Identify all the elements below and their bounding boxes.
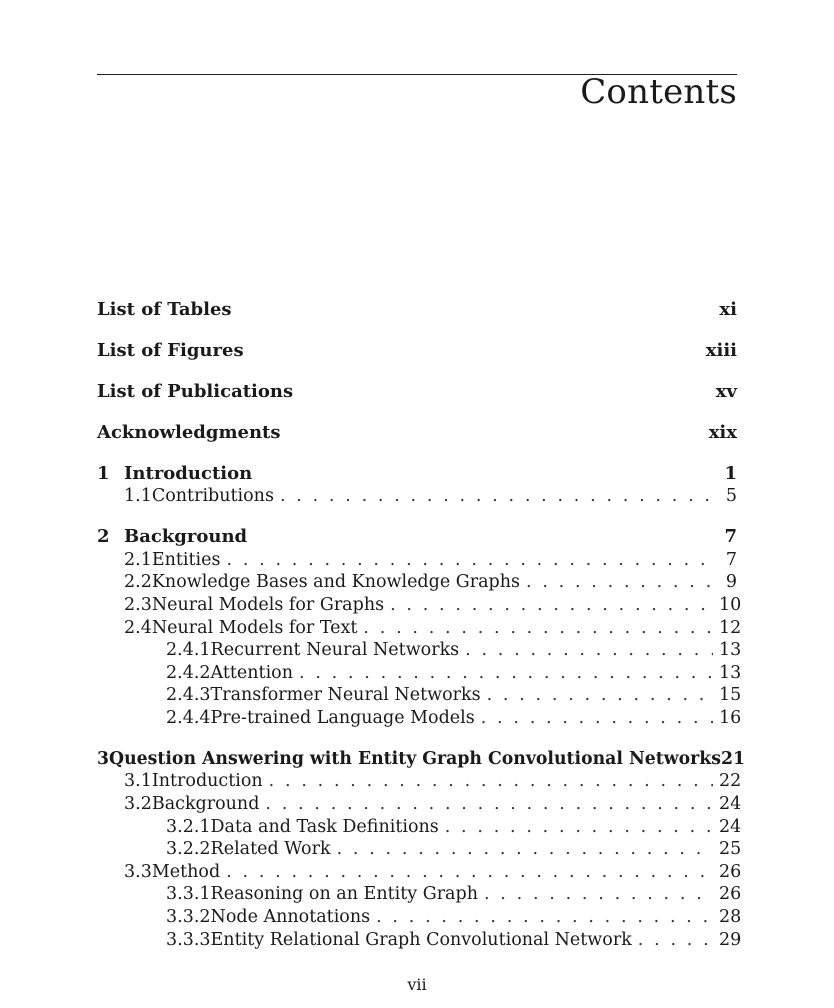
toc-entry-page: xiii — [705, 340, 737, 361]
subsection-page: 26 — [719, 884, 742, 904]
dot-leader — [226, 861, 713, 883]
chapter-number: 3 — [97, 749, 110, 769]
dot-leader — [280, 485, 713, 507]
subsection-title: Data and Task Definitions — [210, 817, 439, 837]
toc-subsection-3-3-3[interactable] — [166, 929, 742, 951]
subsection-page: 15 — [719, 685, 742, 705]
toc-subsection-2-4-3[interactable] — [166, 684, 742, 706]
subsection-number: 3.3.3 — [166, 930, 211, 950]
toc-entry-page: xv — [715, 381, 737, 402]
section-page: 26 — [719, 862, 742, 882]
dot-leader — [481, 707, 713, 729]
dot-leader — [465, 639, 713, 661]
toc-entry-list-of-publications[interactable] — [97, 381, 737, 403]
footer-page-number: vii — [407, 975, 427, 994]
section-page: 12 — [719, 618, 742, 638]
toc-entry-label: Acknowledgments — [97, 422, 281, 443]
dot-leader — [227, 549, 714, 571]
dot-leader — [299, 662, 713, 684]
toc-section-3-1[interactable] — [124, 770, 742, 792]
chapter-number: 1 — [97, 463, 110, 484]
section-page: 24 — [719, 794, 742, 814]
subsection-page: 16 — [719, 708, 742, 728]
toc-subsection-3-2-2[interactable] — [166, 838, 742, 860]
subsection-page: 13 — [719, 640, 742, 660]
toc-section-2-2[interactable] — [124, 571, 737, 593]
subsection-title: Recurrent Neural Networks — [210, 640, 460, 660]
subsection-page: 24 — [719, 817, 742, 837]
dot-leader — [638, 929, 713, 951]
toc-entry-label: List of Tables — [97, 299, 232, 320]
section-number: 3.3 — [124, 862, 152, 882]
subsection-title: Transformer Neural Networks — [210, 685, 481, 705]
chapter-page: 1 — [724, 463, 737, 484]
section-title: Background — [151, 794, 260, 814]
page-title: Contents — [580, 72, 737, 112]
subsection-page: 13 — [719, 663, 742, 683]
toc-section-1-1[interactable] — [124, 485, 737, 507]
chapter-number: 2 — [97, 526, 110, 547]
toc-section-2-3[interactable] — [124, 594, 742, 616]
subsection-title: Reasoning on an Entity Graph — [210, 884, 478, 904]
chapter-page: 7 — [724, 526, 737, 547]
section-title: Contributions — [151, 486, 274, 506]
chapter-page: 21 — [720, 749, 745, 769]
subsection-number: 3.2.1 — [166, 817, 211, 837]
toc-subsection-2-4-4[interactable] — [166, 707, 742, 729]
dot-leader — [487, 684, 713, 706]
section-page: 9 — [725, 572, 737, 592]
dot-leader — [390, 594, 713, 616]
subsection-title: Attention — [210, 663, 293, 683]
section-title: Introduction — [151, 771, 263, 791]
chapter-title: Introduction — [124, 463, 253, 484]
dot-leader — [337, 838, 713, 860]
dot-leader — [265, 793, 713, 815]
subsection-title: Node Annotations — [210, 907, 371, 927]
subsection-number: 2.4.4 — [166, 708, 211, 728]
toc-entry-list-of-figures[interactable] — [97, 340, 737, 362]
subsection-title: Related Work — [210, 839, 331, 859]
section-title: Method — [151, 862, 221, 882]
toc-chapter-2[interactable] — [97, 526, 737, 548]
toc-entry-label: List of Publications — [97, 381, 294, 402]
dot-leader — [484, 883, 713, 905]
toc-chapter-3[interactable] — [97, 748, 745, 770]
section-number: 2.3 — [124, 595, 152, 615]
subsection-page: 28 — [719, 907, 742, 927]
section-title: Neural Models for Graphs — [151, 595, 385, 615]
subsection-page: 29 — [719, 930, 742, 950]
chapter-title: Question Answering with Entity Graph Convolutional Networks — [109, 749, 721, 769]
toc-chapter-1[interactable] — [97, 463, 737, 485]
chapter-title: Background — [124, 526, 248, 547]
toc-entry-list-of-tables[interactable] — [97, 299, 737, 321]
section-title: Neural Models for Text — [151, 618, 358, 638]
subsection-page: 25 — [719, 839, 742, 859]
toc-section-3-2[interactable] — [124, 793, 742, 815]
subsection-number: 3.3.1 — [166, 884, 211, 904]
dot-leader — [376, 906, 713, 928]
dot-leader — [445, 816, 713, 838]
section-page: 22 — [719, 771, 742, 791]
section-number: 2.1 — [124, 550, 152, 570]
toc-entry-page: xi — [719, 299, 737, 320]
toc-subsection-3-3-2[interactable] — [166, 906, 742, 928]
subsection-number: 3.2.2 — [166, 839, 211, 859]
dot-leader — [526, 571, 713, 593]
section-page: 5 — [725, 486, 737, 506]
subsection-title: Entity Relational Graph Convolutional Network — [210, 930, 632, 950]
section-number: 3.2 — [124, 794, 152, 814]
toc-section-2-1[interactable] — [124, 549, 737, 571]
section-number: 1.1 — [124, 486, 152, 506]
subsection-number: 3.3.2 — [166, 907, 211, 927]
section-number: 2.4 — [124, 618, 152, 638]
subsection-title: Pre-trained Language Models — [210, 708, 475, 728]
toc-subsection-3-2-1[interactable] — [166, 816, 742, 838]
section-title: Knowledge Bases and Knowledge Graphs — [151, 572, 520, 592]
subsection-number: 2.4.1 — [166, 640, 211, 660]
section-number: 3.1 — [124, 771, 152, 791]
toc-subsection-2-4-2[interactable] — [166, 662, 742, 684]
section-page: 10 — [719, 595, 742, 615]
toc-entry-acknowledgments[interactable] — [97, 422, 737, 444]
dot-leader — [269, 770, 713, 792]
toc-section-3-3[interactable] — [124, 861, 742, 883]
toc-entry-page: xix — [708, 422, 737, 443]
dot-leader — [363, 617, 713, 639]
subsection-number: 2.4.3 — [166, 685, 211, 705]
subsection-number: 2.4.2 — [166, 663, 211, 683]
toc-subsection-2-4-1[interactable] — [166, 639, 742, 661]
toc-section-2-4[interactable] — [124, 617, 742, 639]
toc-subsection-3-3-1[interactable] — [166, 883, 742, 905]
section-page: 7 — [725, 550, 737, 570]
section-number: 2.2 — [124, 572, 152, 592]
section-title: Entities — [151, 550, 221, 570]
toc-entry-label: List of Figures — [97, 340, 244, 361]
